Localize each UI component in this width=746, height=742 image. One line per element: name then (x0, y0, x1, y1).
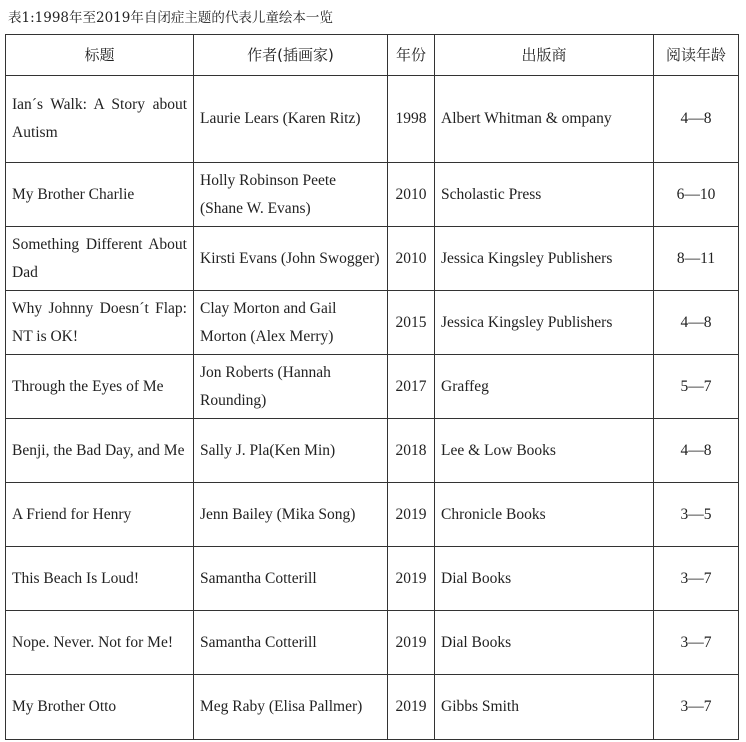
book-year: 2015 (388, 291, 435, 355)
book-title: Something Different About Dad (6, 227, 194, 291)
book-author: Laurie Lears (Karen Ritz) (194, 76, 388, 163)
book-reading-age: 8—11 (654, 227, 739, 291)
header-year: 年份 (388, 35, 435, 76)
book-reading-age: 5—7 (654, 355, 739, 419)
book-author: Clay Morton and Gail Morton (Alex Merry) (194, 291, 388, 355)
book-reading-age: 4—8 (654, 76, 739, 163)
book-title: A Friend for Henry (6, 483, 194, 547)
header-publisher: 出版商 (435, 35, 654, 76)
book-title: Ian´s Walk: A Story about Autism (6, 76, 194, 163)
table-row (6, 227, 739, 291)
book-author: Holly Robinson Peete (Shane W. Evans) (194, 163, 388, 227)
book-title: My Brother Otto (6, 675, 194, 740)
book-reading-age: 3—5 (654, 483, 739, 547)
header-title: 标题 (6, 35, 194, 76)
header-author: 作者(插画家) (194, 35, 388, 76)
book-publisher: Gibbs Smith (435, 675, 654, 740)
book-author: Meg Raby (Elisa Pallmer) (194, 675, 388, 740)
table-row (6, 611, 739, 675)
book-year: 2017 (388, 355, 435, 419)
book-title: Nope. Never. Not for Me! (6, 611, 194, 675)
book-reading-age: 3—7 (654, 547, 739, 611)
table-row (6, 483, 739, 547)
table-row (6, 675, 739, 740)
table-row (6, 291, 739, 355)
book-author: Samantha Cotterill (194, 547, 388, 611)
table-row (6, 419, 739, 483)
book-reading-age: 3—7 (654, 675, 739, 740)
header-row (6, 35, 739, 76)
book-title: My Brother Charlie (6, 163, 194, 227)
book-year: 2019 (388, 675, 435, 740)
book-year: 2018 (388, 419, 435, 483)
book-year: 2019 (388, 483, 435, 547)
table-row (6, 355, 739, 419)
table-row (6, 163, 739, 227)
book-author: Sally J. Pla(Ken Min) (194, 419, 388, 483)
book-publisher: Dial Books (435, 547, 654, 611)
book-author: Jon Roberts (Hannah Rounding) (194, 355, 388, 419)
book-reading-age: 3—7 (654, 611, 739, 675)
book-publisher: Jessica Kingsley Publishers (435, 291, 654, 355)
book-author: Kirsti Evans (John Swogger) (194, 227, 388, 291)
table-row (6, 76, 739, 163)
table-caption: 表1:1998年至2019年自闭症主题的代表儿童绘本一览 (8, 10, 333, 26)
header-reading-age: 阅读年龄 (654, 35, 739, 76)
book-author: Samantha Cotterill (194, 611, 388, 675)
book-author: Jenn Bailey (Mika Song) (194, 483, 388, 547)
book-title: Benji, the Bad Day, and Me (6, 419, 194, 483)
book-year: 2010 (388, 163, 435, 227)
table-row (6, 547, 739, 611)
picture-book-table (5, 34, 739, 740)
book-publisher: Lee & Low Books (435, 419, 654, 483)
book-reading-age: 6—10 (654, 163, 739, 227)
book-title: Why Johnny Doesn´t Flap: NT is OK! (6, 291, 194, 355)
book-year: 2010 (388, 227, 435, 291)
book-year: 2019 (388, 611, 435, 675)
book-publisher: Jessica Kingsley Publishers (435, 227, 654, 291)
book-publisher: Albert Whitman & ompany (435, 76, 654, 163)
book-publisher: Scholastic Press (435, 163, 654, 227)
book-title: Through the Eyes of Me (6, 355, 194, 419)
book-publisher: Dial Books (435, 611, 654, 675)
book-publisher: Graffeg (435, 355, 654, 419)
book-publisher: Chronicle Books (435, 483, 654, 547)
book-reading-age: 4—8 (654, 291, 739, 355)
book-title: This Beach Is Loud! (6, 547, 194, 611)
book-reading-age: 4—8 (654, 419, 739, 483)
book-year: 1998 (388, 76, 435, 163)
book-year: 2019 (388, 547, 435, 611)
